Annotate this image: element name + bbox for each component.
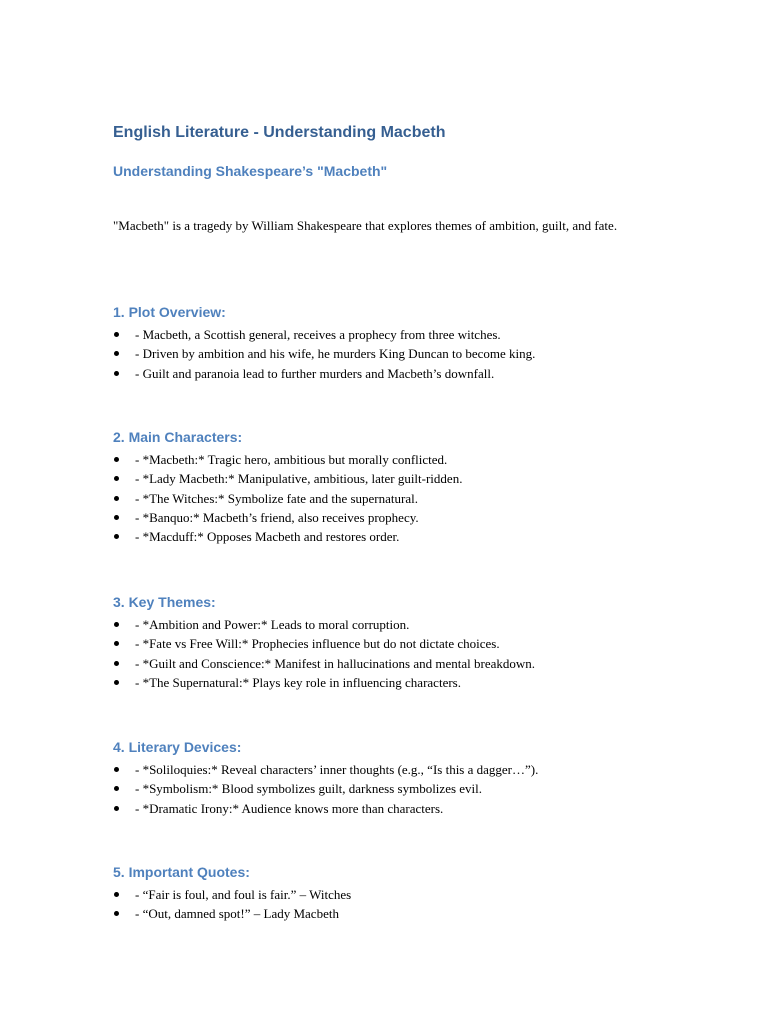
document-subtitle: Understanding Shakespeare’s "Macbeth": [113, 163, 388, 179]
section-heading: 1. Plot Overview:: [113, 304, 226, 320]
list-item: [113, 654, 673, 673]
bullet-icon: [114, 332, 119, 337]
bullet-icon: [114, 476, 119, 481]
bullet-icon: [114, 534, 119, 539]
list-item-text: - *Lady Macbeth:* Manipulative, ambitious, later guilt-ridden.: [135, 471, 463, 487]
bullet-icon: [114, 661, 119, 666]
section-literary-devices: [113, 737, 673, 818]
list-item: [113, 634, 673, 653]
bullet-icon: [114, 641, 119, 646]
section-heading: 2. Main Characters:: [113, 429, 243, 445]
list-item: [113, 508, 673, 527]
bullet-icon: [114, 622, 119, 627]
list-item: [113, 527, 673, 546]
section-heading: 4. Literary Devices:: [113, 739, 242, 755]
list-item: [113, 344, 673, 363]
list-item-text: - Guilt and paranoia lead to further murders and Macbeth’s downfall.: [135, 365, 495, 381]
list-item-text: - *Symbolism:* Blood symbolizes guilt, darkness symbolizes evil.: [135, 781, 483, 797]
bullet-icon: [114, 351, 119, 356]
bullet-icon: [114, 680, 119, 685]
list-item-text: - *The Supernatural:* Plays key role in influencing characters.: [135, 674, 461, 690]
list-item: [113, 779, 673, 798]
list-item: [113, 885, 673, 904]
bullet-icon: [114, 371, 119, 376]
document-title: English Literature - Understanding Macbeth: [113, 124, 446, 141]
list-item: [113, 364, 673, 383]
list-item: [113, 615, 673, 634]
list-item-text: - *Guilt and Conscience:* Manifest in hallucinations and mental breakdown.: [135, 655, 536, 671]
list-item-text: - Driven by ambition and his wife, he murders King Duncan to become king.: [135, 346, 536, 362]
bullet-icon: [114, 457, 119, 462]
section-key-themes: [113, 592, 673, 692]
list-item-text: - *Fate vs Free Will:* Prophecies influence but do not dictate choices.: [135, 636, 500, 652]
section-main-characters: [113, 427, 673, 546]
bullet-icon: [114, 767, 119, 772]
section-heading: 3. Key Themes:: [113, 594, 216, 610]
list-item-text: - Macbeth, a Scottish general, receives a prophecy from three witches.: [135, 327, 501, 342]
bullet-icon: [114, 515, 119, 520]
list-item-text: - *Macbeth:* Tragic hero, ambitious but morally conflicted.: [135, 452, 448, 467]
bullet-list: [113, 325, 673, 383]
section-plot-overview: [113, 302, 673, 383]
bullet-icon: [114, 806, 119, 811]
list-item-text: - *Banquo:* Macbeth’s friend, also receives prophecy.: [135, 509, 419, 525]
section-heading: 5. Important Quotes:: [113, 864, 250, 880]
list-item-text: - “Out, damned spot!” – Lady Macbeth: [135, 906, 339, 922]
list-item-text: - *Soliloquies:* Reveal characters’ inner thoughts (e.g., “Is this a dagger…”).: [135, 762, 539, 777]
bullet-list: [113, 615, 673, 692]
list-item: [113, 489, 673, 508]
bullet-icon: [114, 786, 119, 791]
list-item-text: - *Dramatic Irony:* Audience knows more than characters.: [135, 800, 444, 816]
intro-paragraph: "Macbeth" is a tragedy by William Shakespeare that explores themes of ambition, guilt, and fate.: [113, 218, 618, 233]
bullet-icon: [114, 496, 119, 501]
list-item-text: - *Macduff:* Opposes Macbeth and restores order.: [135, 529, 400, 545]
bullet-icon: [114, 892, 119, 897]
list-item: [113, 450, 673, 469]
bullet-list: [113, 450, 673, 546]
list-item: [113, 673, 673, 692]
list-item: [113, 799, 673, 818]
list-item: [113, 904, 673, 923]
list-item-text: - *The Witches:* Symbolize fate and the supernatural.: [135, 490, 418, 506]
list-item-text: - *Ambition and Power:* Leads to moral corruption.: [135, 617, 410, 632]
list-item-text: - “Fair is foul, and foul is fair.” – Witches: [135, 887, 352, 902]
list-item: [113, 325, 673, 344]
section-important-quotes: [113, 862, 673, 924]
bullet-list: [113, 885, 673, 924]
list-item: [113, 469, 673, 488]
bullet-icon: [114, 911, 119, 916]
bullet-list: [113, 760, 673, 818]
list-item: [113, 760, 673, 779]
